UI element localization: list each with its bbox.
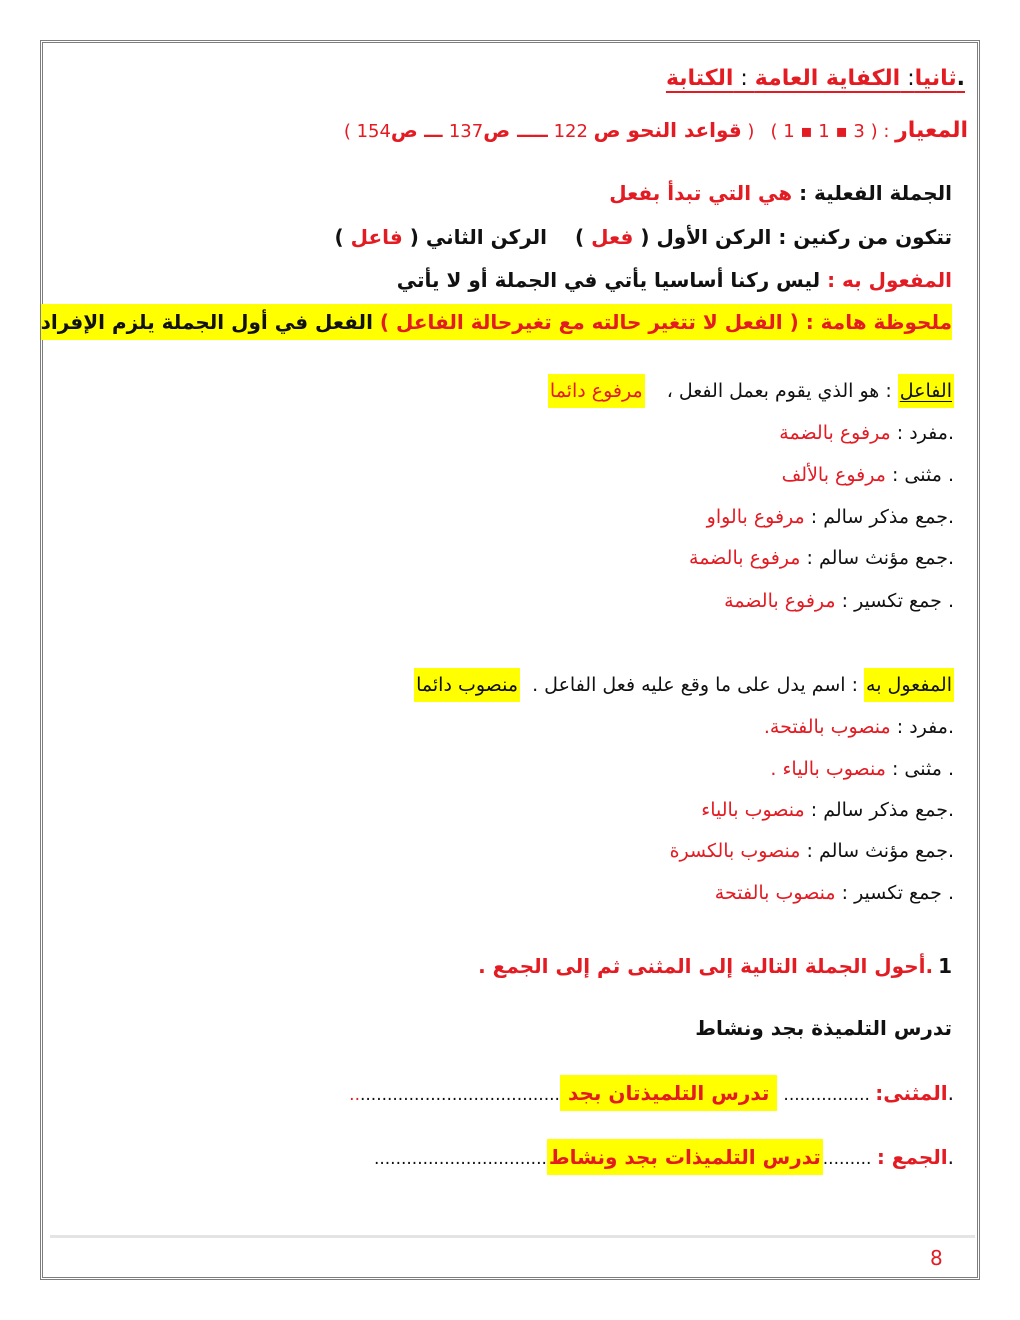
heading-separator: :	[900, 66, 915, 91]
exercise-sentence-text: تدرس التلميذة بجد ونشاط	[695, 1016, 952, 1040]
pillars-close-1: )	[575, 225, 592, 249]
heading-separator: :	[733, 66, 755, 91]
answer-dots-tail: ..	[349, 1085, 360, 1105]
form-label: جمع تكسير :	[835, 590, 942, 612]
object-form-singular	[764, 713, 954, 741]
answer-dots: ................................	[373, 1149, 547, 1169]
exercise-instruction-text: .أحول الجملة التالية إلى المثنى ثم إلى الجمع .	[478, 954, 934, 978]
sentence-pillars	[335, 223, 952, 251]
important-note-label: ملحوظة هامة : ( الفعل لا تتغير حالته مع تغيرحالة الفاعل )	[372, 310, 952, 334]
form-value: مرفوع بالضمة	[724, 590, 836, 612]
reference-dash-2: ـــ	[417, 121, 449, 142]
object-definition	[414, 671, 954, 699]
form-label: مثنى :	[885, 464, 942, 486]
heading-lead: .	[956, 66, 965, 91]
reference-page-label-2: ص	[483, 118, 518, 142]
definition-term: الجملة الفعلية :	[792, 181, 952, 205]
important-note-highlight	[41, 304, 952, 340]
criterion-label: المعيار	[895, 118, 968, 143]
answer-dots: ................	[783, 1085, 876, 1105]
subject-form-masculine-plural	[707, 503, 954, 531]
form-label: جمع مؤنث سالم :	[800, 547, 948, 569]
heading-topic: الكتابة	[665, 66, 734, 91]
form-label: جمع تكسير :	[835, 882, 942, 904]
reference-page-2: 137	[448, 121, 484, 142]
pillars-intro: تتكون من ركنين : الركن الأول (	[633, 225, 952, 249]
subject-case: مرفوع دائما	[548, 374, 645, 408]
form-value: منصوب بالياء	[701, 799, 805, 821]
reference-dash-1: ـــــ	[517, 121, 548, 142]
form-label: مفرد :	[890, 422, 948, 444]
exercise-sentence	[695, 1014, 952, 1042]
object-form-dual	[770, 755, 954, 783]
list-bullet: .	[947, 716, 954, 738]
heading-competency: الكفاية العامة	[754, 66, 901, 91]
object-note-term: المفعول به :	[820, 268, 952, 292]
form-value: منصوب بالكسرة	[669, 840, 801, 862]
subject-definition-text: : هو الذي يقوم بعمل الفعل ،	[660, 380, 898, 402]
form-value: مرفوع بالضمة	[689, 547, 801, 569]
exercise-dual-answer	[349, 1079, 954, 1109]
form-value: منصوب بالياء .	[770, 758, 886, 780]
list-bullet: .	[947, 840, 954, 862]
object-form-masculine-plural	[701, 796, 954, 824]
pillar-verb: فعل	[591, 225, 634, 249]
subject-definition	[548, 377, 954, 405]
plural-label: الجمع :	[876, 1145, 948, 1169]
heading-title: ثانيا	[914, 66, 957, 91]
reference-close: )	[343, 121, 357, 142]
exercise-plural-answer	[374, 1143, 954, 1173]
reference-page-3: 154	[356, 121, 391, 142]
important-note-rule: الفعل في أول الجملة يلزم الإفراد	[40, 310, 373, 334]
form-label: جمع مذكر سالم :	[804, 799, 948, 821]
subject-term: الفاعل	[898, 374, 954, 408]
subject-form-singular	[779, 419, 954, 447]
form-label: جمع مذكر سالم :	[804, 506, 948, 528]
subject-form-broken-plural	[724, 587, 954, 615]
object-definition-text: : اسم يدل على ما وقع عليه فعل الفاعل .	[526, 674, 865, 696]
list-bullet: .	[941, 758, 954, 780]
object-note-text: ليس ركنا أساسيا يأتي في الجملة أو لا يأتي	[396, 268, 821, 292]
object-form-broken-plural	[715, 879, 954, 907]
dual-answer: تدرس التلميذتان بجد	[560, 1075, 777, 1111]
page-number: 8	[930, 1246, 943, 1270]
form-value: منصوب بالفتحة.	[763, 716, 891, 738]
form-value: منصوب بالفتحة	[714, 882, 836, 904]
verbal-sentence-definition	[609, 179, 952, 207]
list-bullet: .	[941, 590, 954, 612]
form-label: جمع مؤنث سالم :	[800, 840, 948, 862]
criterion-line	[344, 116, 968, 146]
subject-form-feminine-plural	[689, 544, 954, 572]
list-bullet: .	[941, 464, 954, 486]
form-value: مرفوع بالضمة	[779, 422, 891, 444]
object-note	[397, 266, 952, 294]
list-bullet: .	[947, 547, 954, 569]
object-form-feminine-plural	[670, 837, 954, 865]
pillars-close-2: )	[334, 225, 351, 249]
criterion-code: : ( 3 ▪ 1 ▪ 1 )	[770, 121, 896, 142]
list-bullet: .	[947, 799, 954, 821]
subject-form-dual	[782, 461, 954, 489]
object-case: منصوب دائما	[414, 668, 520, 702]
plural-answer: تدرس التلميذات بجد ونشاط	[547, 1139, 823, 1175]
list-bullet: .	[941, 882, 954, 904]
form-value: مرفوع بالواو	[706, 506, 805, 528]
form-label: مفرد :	[890, 716, 948, 738]
object-term: المفعول به	[864, 668, 954, 702]
definition-meaning: هي التي تبدأ بفعل	[609, 181, 793, 205]
list-bullet: .	[947, 506, 954, 528]
important-note	[41, 308, 952, 336]
pillar-subject: فاعل	[350, 225, 403, 249]
dual-label: المثنى:	[875, 1081, 948, 1105]
exercise-instruction	[478, 952, 952, 980]
answer-dots: .....................................	[359, 1085, 560, 1105]
list-bullet: .	[947, 1145, 954, 1169]
list-bullet: .	[947, 422, 954, 444]
reference-page-1: 122	[547, 121, 594, 142]
section-heading	[666, 65, 965, 93]
list-bullet: .	[947, 1081, 954, 1105]
reference-title: قواعد النحو ص	[593, 118, 742, 142]
pillars-second-intro: الركن الثاني (	[402, 225, 548, 249]
form-value: مرفوع بالألف	[781, 464, 886, 486]
answer-dots: .........	[822, 1149, 877, 1169]
form-label: مثنى :	[885, 758, 942, 780]
reference-open: (	[741, 121, 755, 142]
footer-rule	[50, 1235, 975, 1238]
reference-page-label-3: ص	[390, 118, 418, 142]
exercise-number: 1	[938, 954, 952, 978]
